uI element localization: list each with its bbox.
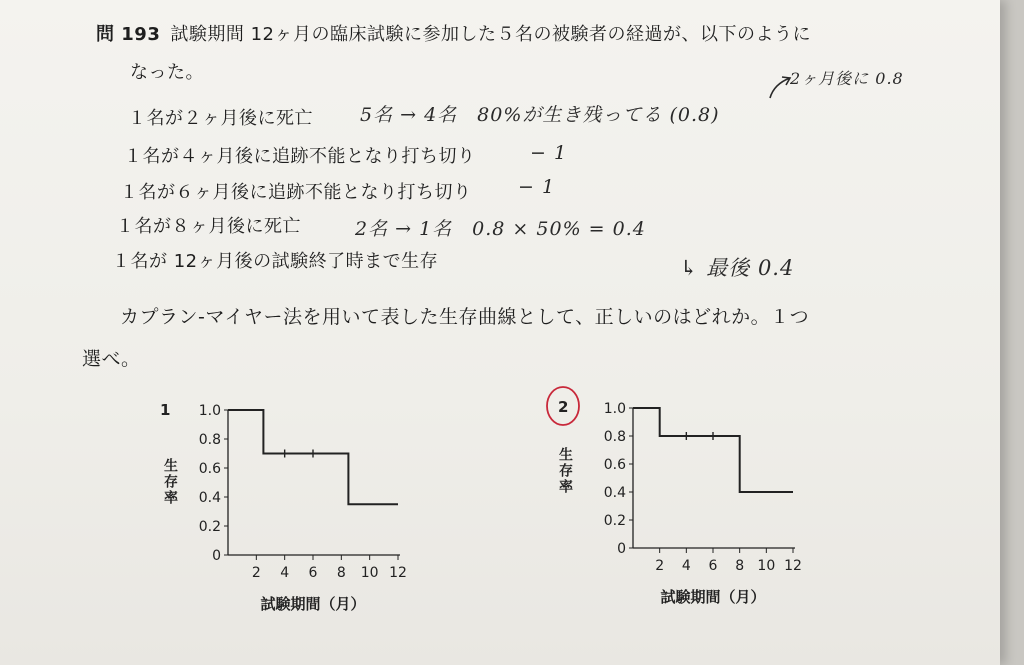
x-tick-label: 6 <box>708 558 718 574</box>
x-tick-label: 8 <box>336 565 346 581</box>
event-1: １名が２ヶ月後に死亡 <box>128 108 313 129</box>
y-tick-label: 0.8 <box>603 429 626 445</box>
question-line-1 <box>96 20 811 46</box>
y-tick-label: 0 <box>212 548 221 564</box>
chart-number-label: 1 <box>160 401 171 419</box>
event-3: １名が６ヶ月後に追跡不能となり打ち切り <box>120 182 472 203</box>
handwritten-note-1: 5名 → 4名 80%が生き残ってる (0.8) <box>360 104 720 126</box>
chart-number-label: 2 <box>558 398 569 416</box>
y-tick-label: 1.0 <box>603 401 626 417</box>
handwritten-note-2: − 1 <box>530 142 568 164</box>
handwritten-note-4: 2名 → 1名 0.8 × 50% = 0.4 <box>355 218 646 240</box>
event-4: １名が８ヶ月後に死亡 <box>116 216 301 237</box>
y-tick-label: 0.6 <box>198 461 221 477</box>
event-2: １名が４ヶ月後に追跡不能となり打ち切り <box>124 146 476 167</box>
x-axis-label: 試験期間（月） <box>260 595 366 613</box>
handwritten-note-top: 2ヶ月後に 0.8 <box>790 69 904 88</box>
y-tick-label: 0 <box>617 541 626 557</box>
y-tick-label: 0.8 <box>198 432 221 448</box>
x-tick-label: 10 <box>360 565 379 581</box>
event-5: １名が 12ヶ月後の試験終了時まで生存 <box>112 251 439 272</box>
x-axis-label: 試験期間（月） <box>660 588 766 606</box>
survival-chart-2 <box>525 385 825 615</box>
x-tick-label: 4 <box>280 565 290 581</box>
handwritten-note-3: − 1 <box>518 176 556 198</box>
y-tick-label: 0.4 <box>198 490 221 506</box>
handwritten-arrow-icon <box>766 72 796 102</box>
y-tick-label: 0.2 <box>603 513 626 529</box>
y-tick-label: 1.0 <box>198 403 221 419</box>
question-text-2: なった。 <box>130 62 204 83</box>
survival-curve <box>633 408 793 492</box>
prompt-line-1: カプラン-マイヤー法を用いて表した生存曲線として、正しいのはどれか。１つ <box>120 306 810 328</box>
x-tick-label: 8 <box>735 558 745 574</box>
question-text-1: 試験期間 12ヶ月の臨床試験に参加した５名の被験者の経過が、以下のように <box>170 24 811 45</box>
survival-chart-1 <box>150 390 420 630</box>
x-tick-label: 6 <box>308 565 318 581</box>
x-tick-label: 4 <box>681 558 691 574</box>
x-tick-label: 2 <box>655 558 665 574</box>
y-axis-label: 生存率 <box>162 458 178 506</box>
y-tick-label: 0.2 <box>198 519 221 535</box>
handwritten-note-5: ↳ 最後 0.4 <box>680 256 795 280</box>
y-axis-label: 生存率 <box>557 447 573 495</box>
x-tick-label: 12 <box>389 565 407 581</box>
x-tick-label: 12 <box>784 558 802 574</box>
y-tick-label: 0.6 <box>603 457 626 473</box>
question-number: 問 193 <box>96 24 161 45</box>
prompt-line-2: 選べ。 <box>82 348 141 370</box>
y-tick-label: 0.4 <box>603 485 626 501</box>
x-tick-label: 10 <box>757 558 776 574</box>
x-tick-label: 2 <box>251 565 261 581</box>
